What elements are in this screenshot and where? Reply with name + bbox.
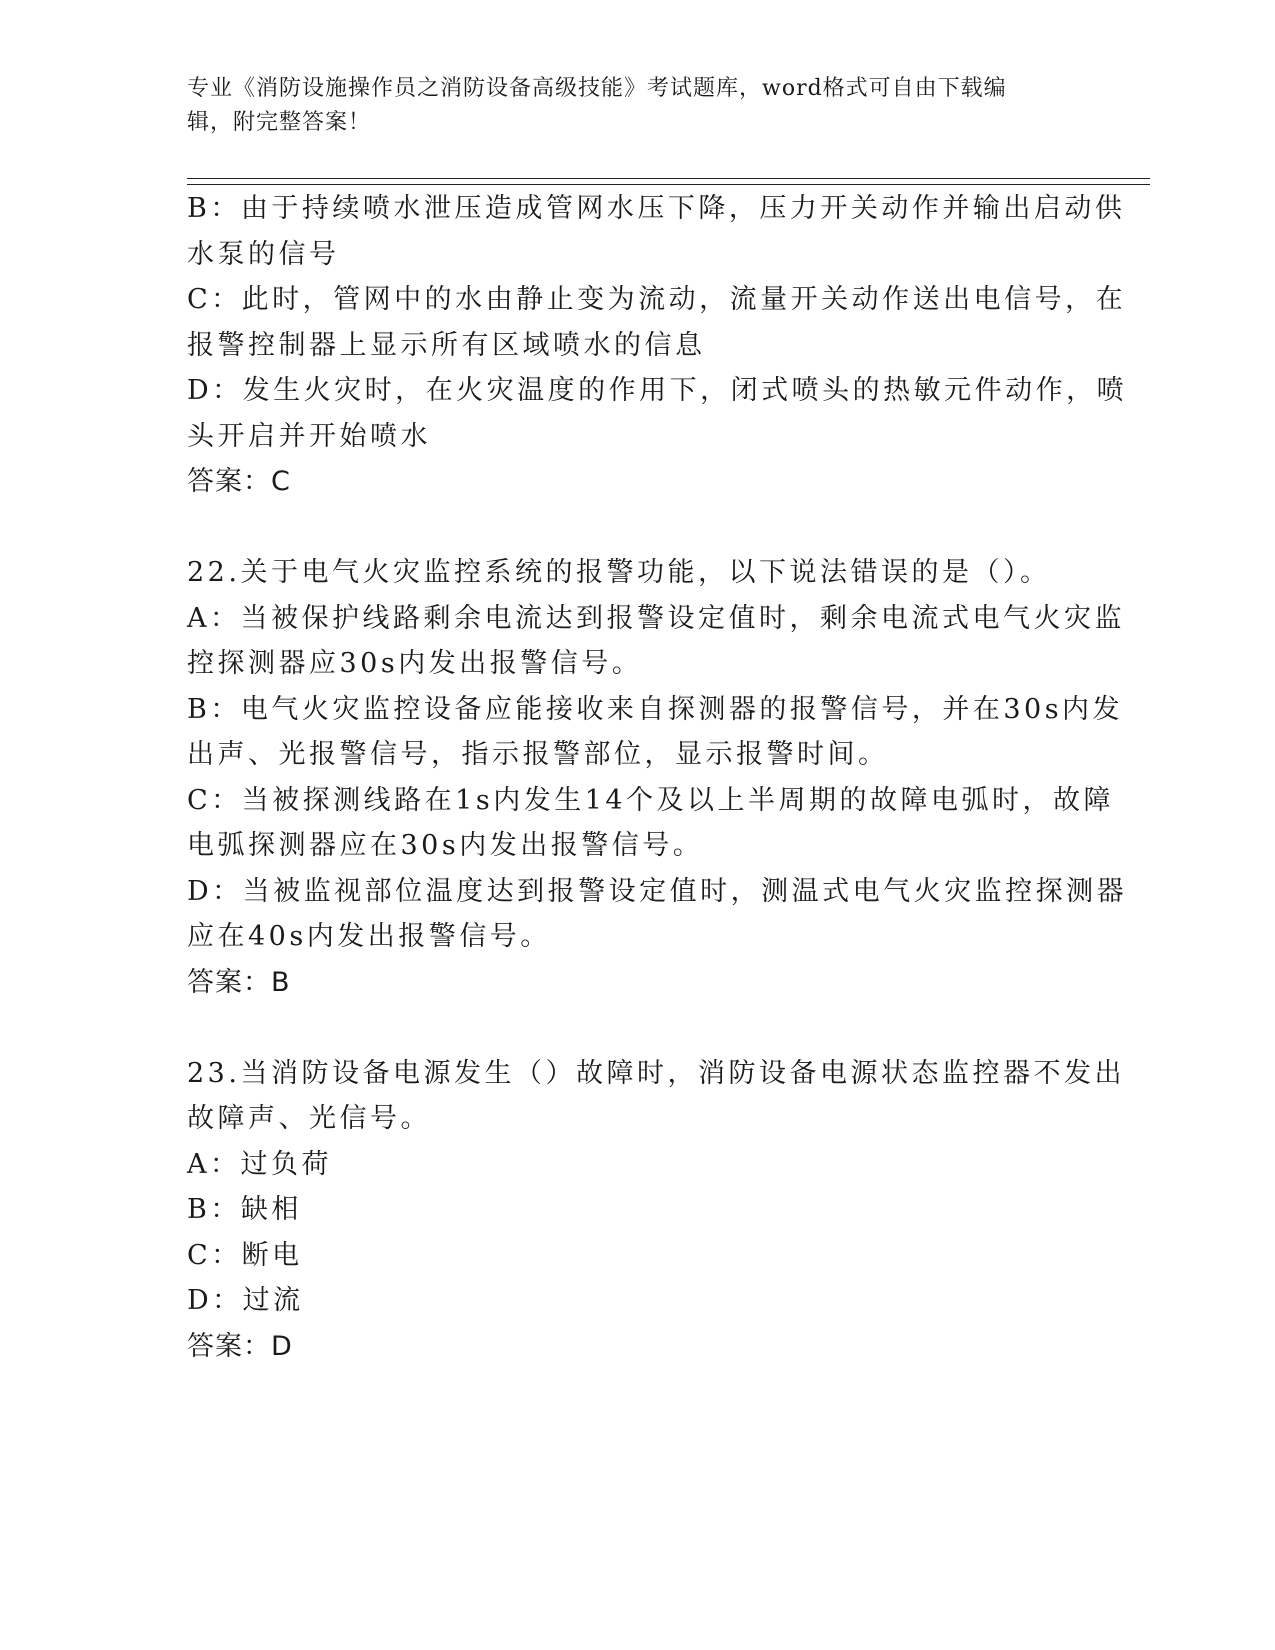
question-stem: 故障声、光信号。 — [187, 1103, 431, 1134]
option-text: 控探测器应30s内发出报警信号。 — [187, 648, 643, 679]
question-stem: 23.当消防设备电源发生（）故障时，消防设备电源状态监控器不发出 — [187, 1057, 1125, 1089]
option-d — [187, 368, 1128, 459]
option-b: B：缺相 — [187, 1194, 302, 1225]
answer-label: 答案：C — [187, 466, 291, 497]
option-text: C：当被探测线路在1s内发生14个及以上半周期的故障电弧时，故障 — [187, 784, 1115, 816]
option-text: 头开启并开始喷水 — [187, 420, 431, 452]
question-23-block — [187, 1051, 1125, 1370]
option-c: C：断电 — [187, 1239, 303, 1271]
question-stem: 22.关于电气火灾监控系统的报警功能，以下说法错误的是（）。 — [187, 557, 1051, 588]
option-b — [187, 186, 1126, 277]
option-text: B：电气火灾监控设备应能接收来自探测器的报警信号，并在30s内发 — [187, 693, 1124, 725]
option-text: 电弧探测器应在30s内发出报警信号。 — [187, 830, 704, 861]
option-text: D：发生火灾时，在火灾温度的作用下，闭式喷头的热敏元件动作，喷 — [187, 375, 1128, 406]
option-text: C：此时，管网中的水由静止变为流动，流量开关动作送出电信号，在 — [187, 284, 1127, 315]
option-d — [187, 869, 1128, 960]
answer-label: 答案：D — [187, 1330, 293, 1362]
option-c — [187, 778, 1115, 869]
header-line: 辑，附完整答案！ — [187, 110, 372, 135]
option-a — [187, 596, 1125, 687]
option-text: 出声、光报警信号，指示报警部位，显示报警时间。 — [187, 739, 889, 770]
option-d: D：过流 — [187, 1285, 304, 1316]
header-line: 专业《消防设施操作员之消防设备高级技能》考试题库，word格式可自由下载编 — [187, 76, 1007, 101]
option-c — [187, 277, 1127, 368]
header-divider-bottom — [187, 184, 1150, 185]
option-text: 水泵的信号 — [187, 238, 340, 270]
option-a: A：过负荷 — [187, 1148, 332, 1180]
question-content — [187, 186, 1128, 1369]
option-text: B：由于持续喷水泄压造成管网水压下降，压力开关动作并输出启动供 — [187, 193, 1126, 224]
question-22-block — [187, 550, 1128, 1005]
option-text: D：当被监视部位温度达到报警设定值时，测温式电气火灾监控探测器 — [187, 875, 1128, 907]
prev-question-block — [187, 186, 1128, 505]
option-text: 应在40s内发出报警信号。 — [187, 921, 551, 952]
option-text: 报警控制器上显示所有区域喷水的信息 — [187, 329, 706, 361]
answer-label: 答案：B — [187, 966, 291, 998]
option-text: A：当被保护线路剩余电流达到报警设定值时，剩余电流式电气火灾监 — [187, 602, 1125, 634]
header-divider-top — [187, 178, 1150, 179]
option-b — [187, 687, 1124, 778]
document-header — [187, 72, 1067, 140]
